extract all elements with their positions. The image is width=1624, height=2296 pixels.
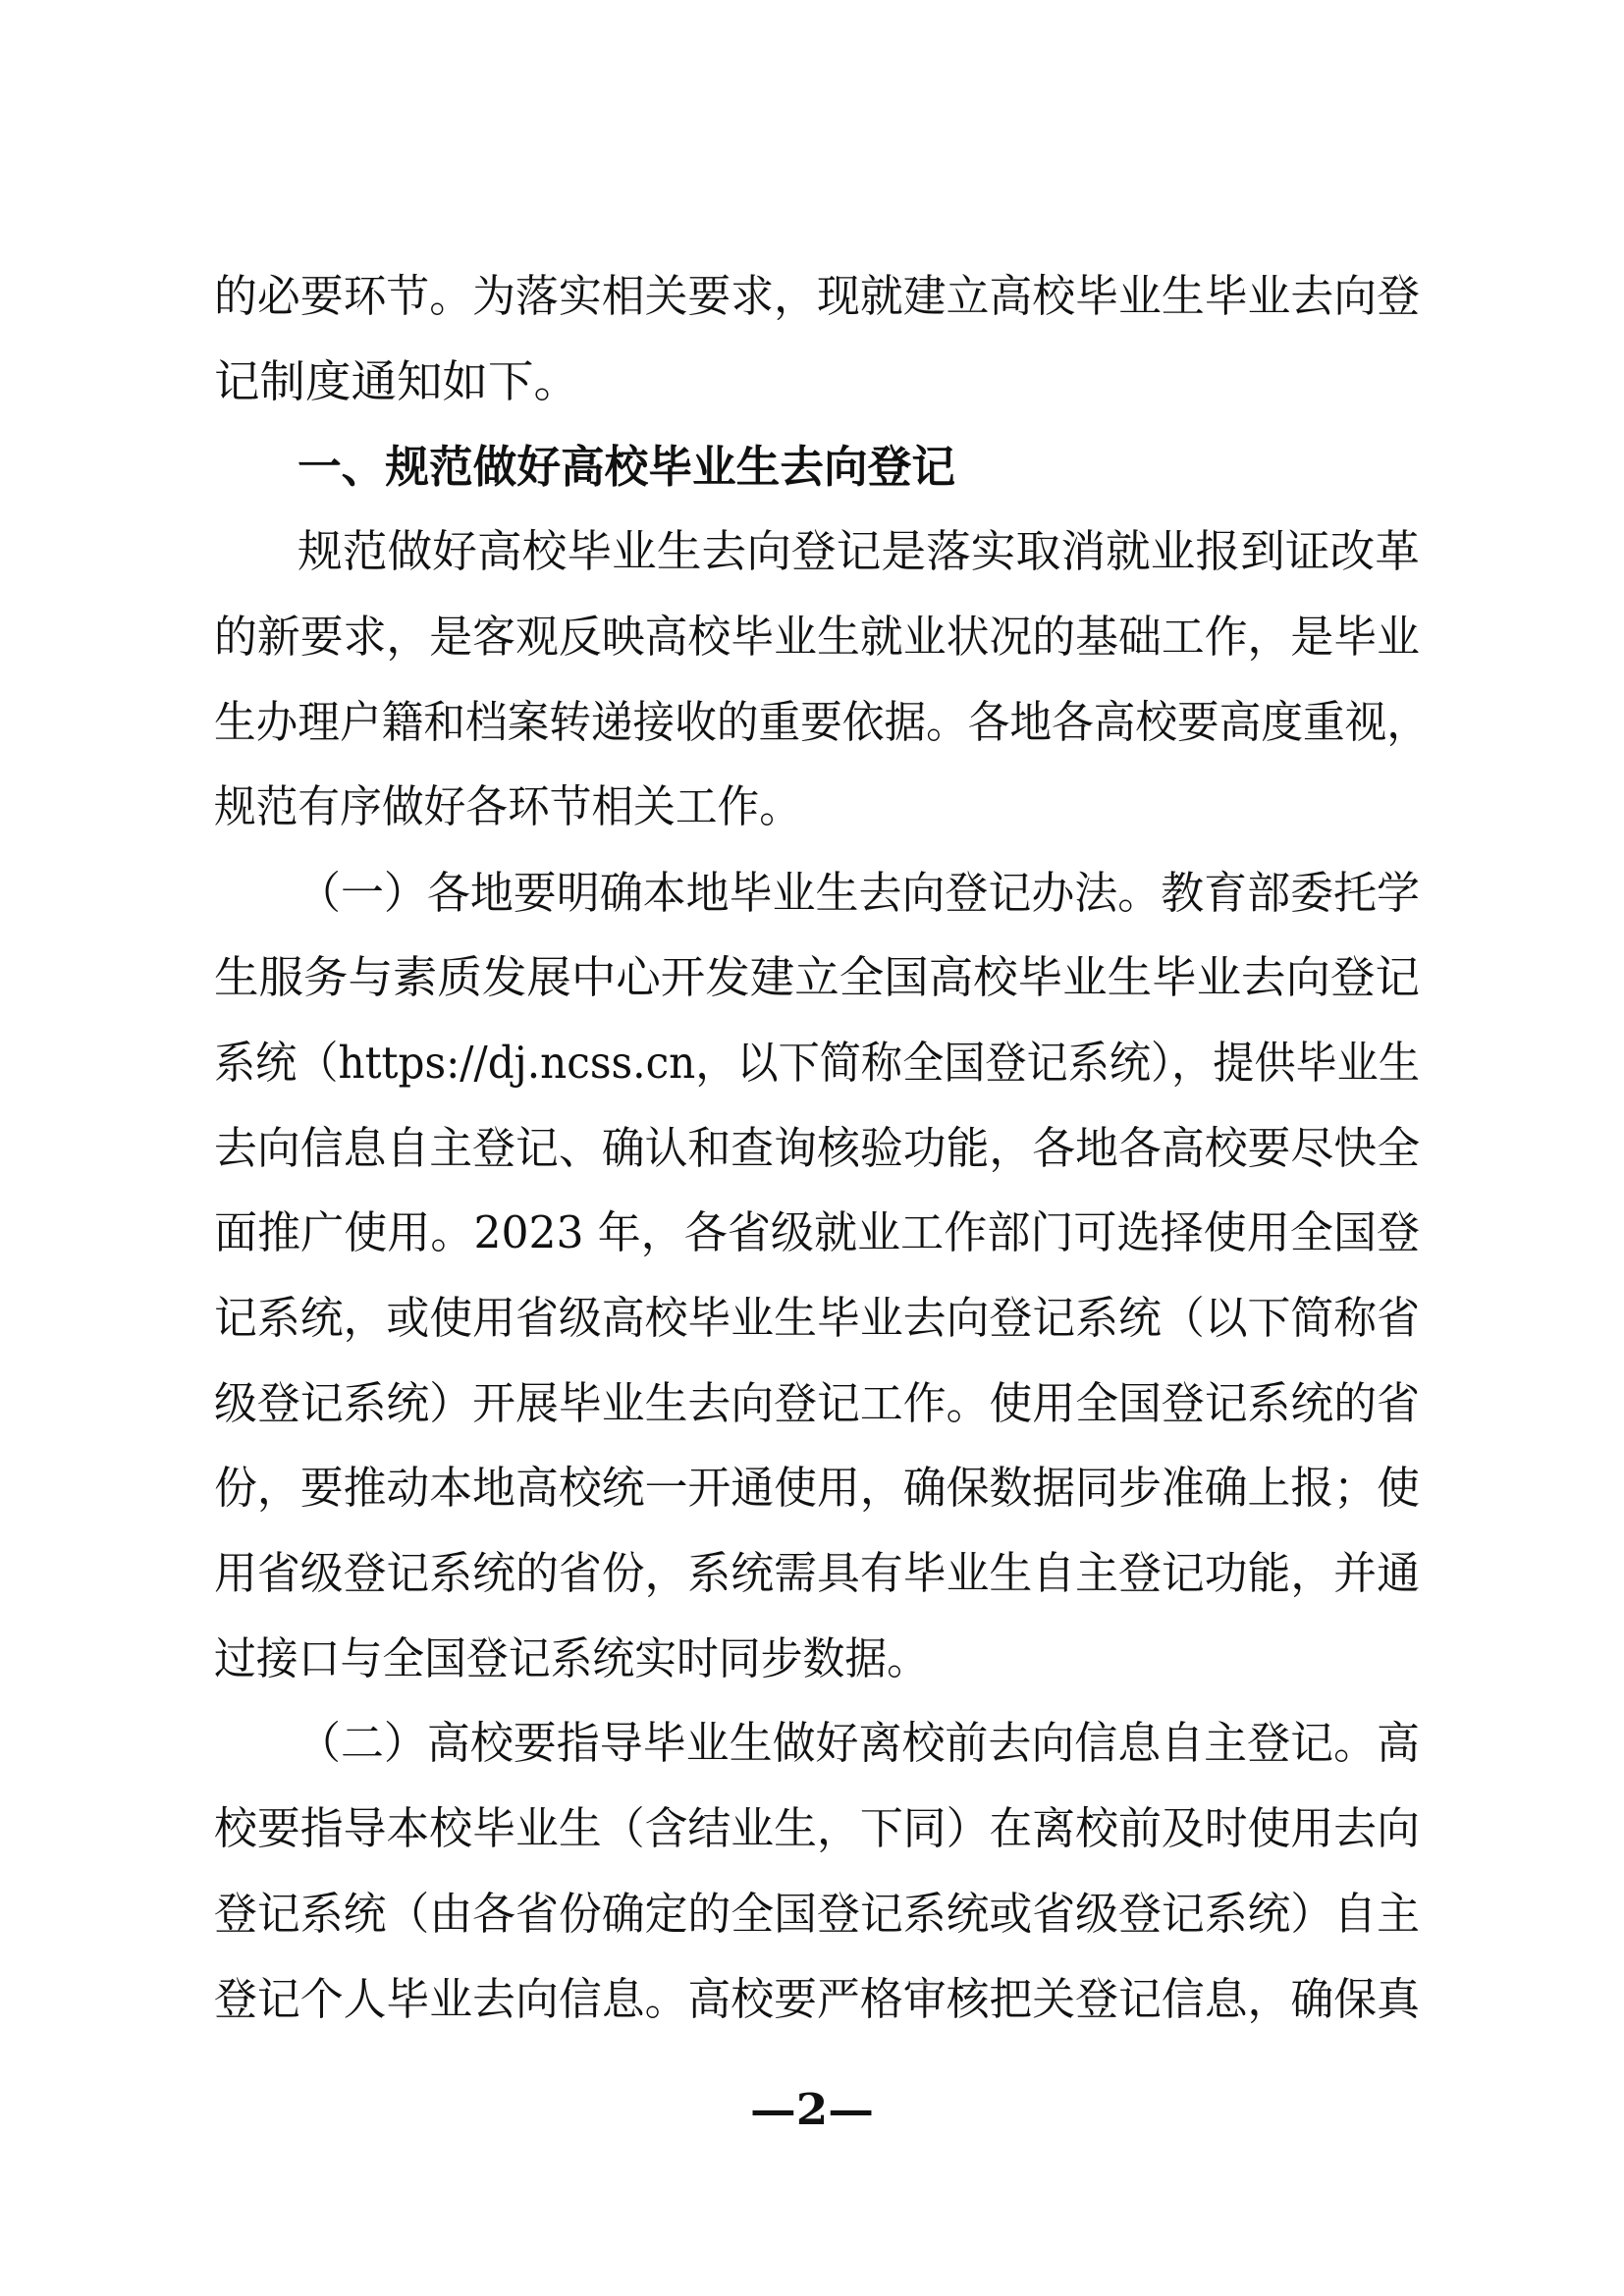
body-line: 的必要环节。为落实相关要求，现就建立高校毕业生毕业去向登 [214, 270, 1420, 322]
body-line: 规范做好高校毕业生去向登记是落实取消就业报到证改革 [298, 525, 1420, 577]
page-number: —2— [750, 2085, 874, 2135]
section-heading: 一、规范做好高校毕业生去向登记 [298, 441, 955, 493]
body-line: 记系统，或使用省级高校毕业生毕业去向登记系统（以下简称省 [214, 1292, 1420, 1344]
body-line: 去向信息自主登记、确认和查询核验功能，各地各高校要尽快全 [214, 1122, 1420, 1174]
body-line: 面推广使用。2023 年，各省级就业工作部门可选择使用全国登 [214, 1206, 1420, 1258]
body-line: 的新要求，是客观反映高校毕业生就业状况的基础工作，是毕业 [214, 611, 1420, 663]
body-line: 过接口与全国登记系统实时同步数据。 [214, 1632, 929, 1684]
body-line: 登记系统（由各省份确定的全国登记系统或省级登记系统）自主 [214, 1888, 1420, 1940]
body-line: 校要指导本校毕业生（含结业生，下同）在离校前及时使用去向 [214, 1802, 1420, 1854]
body-line: 登记个人毕业去向信息。高校要严格审核把关登记信息，确保真 [214, 1973, 1420, 2025]
subsection-line: （二）高校要指导毕业生做好离校前去向信息自主登记。高 [298, 1717, 1420, 1769]
body-line: 用省级登记系统的省份，系统需具有毕业生自主登记功能，并通 [214, 1547, 1420, 1599]
body-line: 规范有序做好各环节相关工作。 [214, 780, 801, 832]
body-line: 系统（https://dj.ncss.cn，以下简称全国登记系统），提供毕业生 [214, 1037, 1420, 1089]
subsection-line: （一）各地要明确本地毕业生去向登记办法。教育部委托学 [298, 867, 1420, 919]
body-line: 记制度通知如下。 [214, 355, 579, 407]
body-line: 生办理户籍和档案转递接收的重要依据。各地各高校要高度重视， [214, 696, 1429, 748]
body-line: 级登记系统）开展毕业生去向登记工作。使用全国登记系统的省 [214, 1377, 1420, 1429]
body-line: 份，要推动本地高校统一开通使用，确保数据同步准确上报；使 [214, 1462, 1420, 1514]
body-line: 生服务与素质发展中心开发建立全国高校毕业生毕业去向登记 [214, 951, 1420, 1003]
